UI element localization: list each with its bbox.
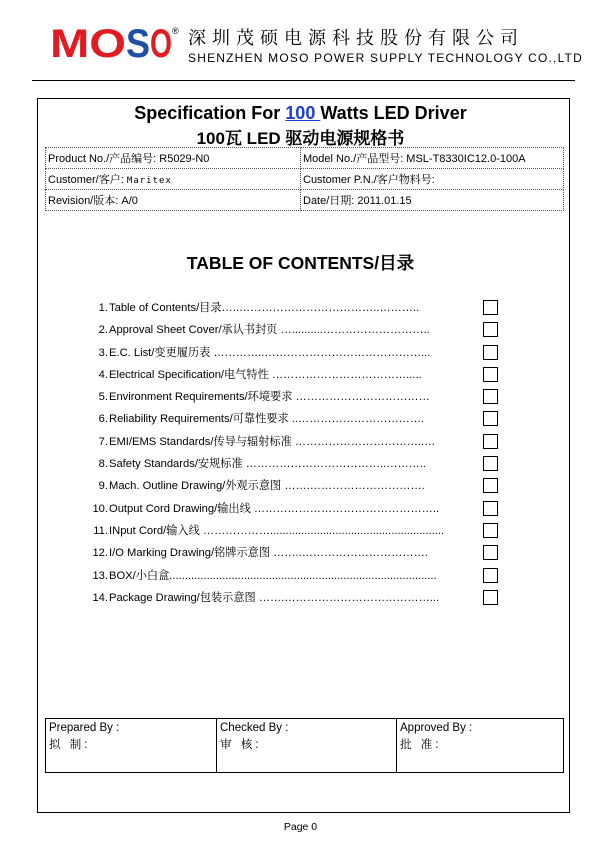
toc-checkbox[interactable] xyxy=(483,478,498,493)
toc-item-text: Mach. Outline Drawing/外观示意图 …….…………………………. xyxy=(109,480,425,493)
toc-item xyxy=(86,521,506,543)
company-name-en: SHENZHEN MOSO POWER SUPPLY TECHNOLOGY CO.,LTD xyxy=(188,51,583,65)
toc-checkbox[interactable] xyxy=(483,590,498,605)
page-number: Page 0 xyxy=(283,821,318,833)
toc-item-text: Environment Requirements/环境要求 ……………………………… xyxy=(109,391,430,404)
spec-title xyxy=(0,103,601,124)
spec-title-cn: 100瓦 LED 驱动电源规格书 xyxy=(196,129,405,148)
approved-cell xyxy=(397,719,564,773)
toc-item-text: EMI/EMS Standards/传导与辐射标准 ……………………………..… xyxy=(109,435,436,448)
toc-item-text: Safety Standards/安规标准 ………………………………..……….. xyxy=(109,458,427,471)
toc-item xyxy=(86,566,506,588)
toc-item-text: Electrical Specification/电气特性 ………………………………..... xyxy=(109,368,422,381)
toc-item xyxy=(86,320,506,342)
toc-item-number: 7. xyxy=(98,435,108,448)
toc-checkbox[interactable] xyxy=(483,545,498,560)
table-row xyxy=(46,148,564,169)
toc-item xyxy=(86,409,506,431)
spec-title-prefix: Specification For xyxy=(134,103,286,123)
customer-pn-cell: Customer P.N./客户物料号: xyxy=(301,169,564,190)
logo-mo-text: MO xyxy=(50,26,126,62)
spec-title-suffix: Watts LED Driver xyxy=(320,103,467,123)
toc-item-text: Output Cord Drawing/输出线 ………………………………………….. xyxy=(109,502,440,515)
toc-checkbox[interactable] xyxy=(483,434,498,449)
toc-item xyxy=(86,387,506,409)
toc-item-text: Approval Sheet Cover/承认书封页 …..........……………………….. xyxy=(109,324,430,337)
toc-checkbox[interactable] xyxy=(483,322,498,337)
table-row xyxy=(46,719,564,773)
toc-checkbox[interactable] xyxy=(483,367,498,382)
toc-checkbox[interactable] xyxy=(483,568,498,583)
date-cell: Date/日期: 2011.01.15 xyxy=(301,190,564,211)
table-row xyxy=(46,190,564,211)
toc-item-number: 10. xyxy=(92,502,108,515)
toc-item-text: I/O Marking Drawing/铭牌示意图 ……..……………………………. xyxy=(109,547,428,560)
toc-item xyxy=(86,432,506,454)
toc-checkbox[interactable] xyxy=(483,345,498,360)
toc-item xyxy=(86,298,506,320)
toc-item-number: 8. xyxy=(98,458,108,471)
approved-label: Approved By : xyxy=(400,722,473,734)
customer-value: Maritex xyxy=(126,176,172,186)
toc-item xyxy=(86,476,506,498)
toc-item-number: 13. xyxy=(92,569,108,582)
toc-item-number: 12. xyxy=(92,547,108,560)
approved-cn-label: 批 准: xyxy=(400,739,442,751)
toc-item xyxy=(86,499,506,521)
toc-item xyxy=(86,543,506,565)
toc-item-text: BOX/小白盒...................................................................................... xyxy=(109,569,437,582)
revision-cell: Revision/版本: A/0 xyxy=(46,190,301,211)
toc-checkbox[interactable] xyxy=(483,523,498,538)
model-no-cell: Model No./产品型号: MSL-T8330IC12.0-100A xyxy=(301,148,564,169)
toc-item-number: 5. xyxy=(98,391,108,404)
toc-list xyxy=(86,298,506,610)
product-info-table xyxy=(45,147,564,211)
customer-cell xyxy=(46,169,301,190)
company-name-cn: 深圳茂硕电源科技股份有限公司 xyxy=(188,28,524,48)
toc-checkbox[interactable] xyxy=(483,501,498,516)
moso-logo xyxy=(50,26,172,62)
toc-checkbox[interactable] xyxy=(483,411,498,426)
toc-item-number: 9. xyxy=(98,480,108,493)
toc-item-text: Reliability Requirements/可靠性要求 ..……………………………. xyxy=(109,413,425,426)
toc-checkbox[interactable] xyxy=(483,456,498,471)
prepared-cn-label: 拟 制: xyxy=(49,739,91,751)
prepared-label: Prepared By : xyxy=(49,722,120,734)
toc-item-number: 14. xyxy=(92,591,108,604)
toc-checkbox[interactable] xyxy=(483,300,498,315)
toc-item xyxy=(86,454,506,476)
customer-label: Customer/客户: xyxy=(48,174,127,186)
toc-item-number: 3. xyxy=(98,346,108,359)
signature-table xyxy=(45,718,564,773)
toc-item xyxy=(86,343,506,365)
toc-item-number: 11. xyxy=(93,524,108,537)
product-no-cell: Product No./产品编号: R5029-N0 xyxy=(46,148,301,169)
toc-item-text: INput Cord/输入线 ………………........................................................ xyxy=(109,524,445,537)
toc-item-text: E.C. List/变更履历表 …………..……………………………………... xyxy=(109,346,431,359)
toc-checkbox[interactable] xyxy=(483,389,498,404)
checked-cell xyxy=(217,719,397,773)
toc-item-number: 1. xyxy=(98,302,108,314)
toc-item xyxy=(86,588,506,610)
toc-item-text: Table of Contents/目录…..………………………………..……….. xyxy=(109,302,420,314)
header-divider xyxy=(32,80,575,81)
registered-mark: ® xyxy=(172,26,179,36)
toc-item-number: 2. xyxy=(98,324,108,337)
table-row xyxy=(46,169,564,190)
toc-heading: TABLE OF CONTENTS/目录 xyxy=(186,253,415,273)
checked-cn-label: 审 核: xyxy=(220,739,262,751)
toc-item xyxy=(86,365,506,387)
toc-item-text: Package Drawing/包装示意图 …….…………………………………... xyxy=(109,591,440,604)
toc-item-number: 4. xyxy=(98,368,108,381)
logo-s-text: S xyxy=(126,26,150,62)
watts-link[interactable]: 100 xyxy=(285,103,321,123)
logo-o-text: O xyxy=(150,26,172,62)
prepared-cell xyxy=(46,719,217,773)
toc-item-number: 6. xyxy=(98,413,108,426)
checked-label: Checked By : xyxy=(220,722,289,734)
